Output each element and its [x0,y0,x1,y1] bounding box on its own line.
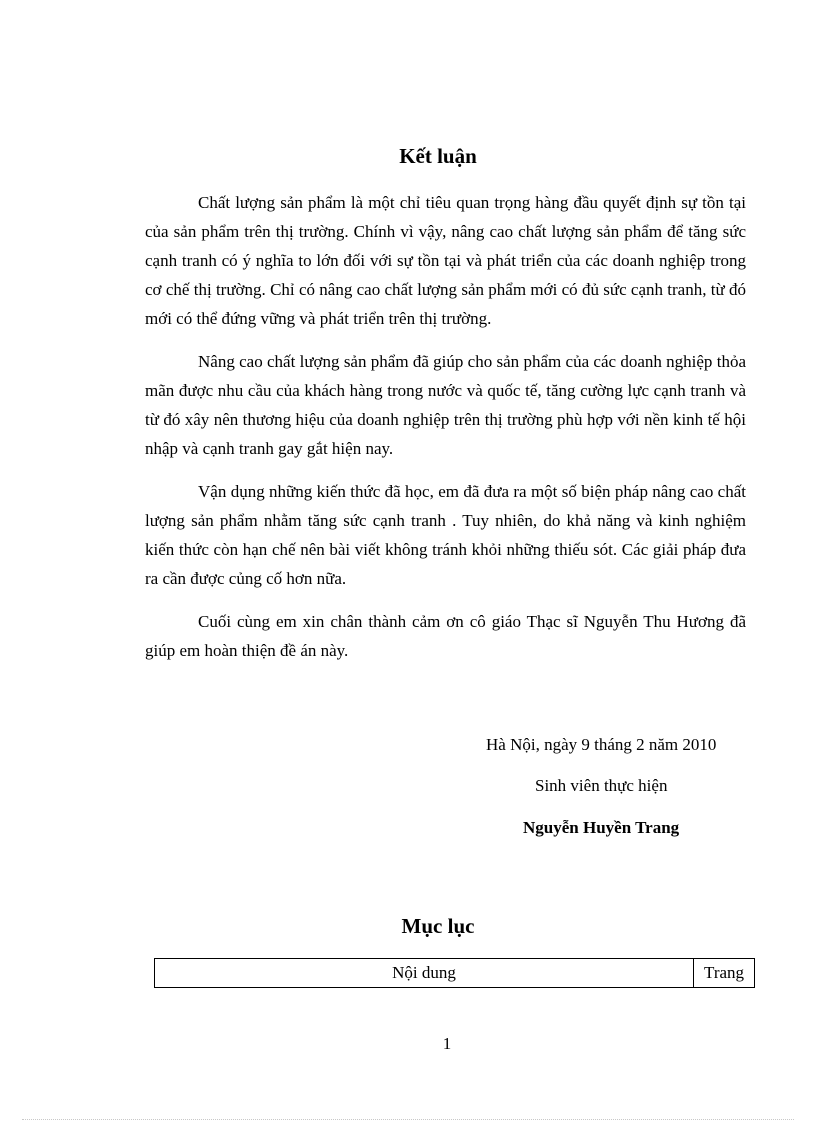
page-number: 1 [442,1034,452,1053]
page-title: Kết luận [399,144,477,168]
paragraph: Vận dụng những kiến thức đã học, em đã đưa ra một số biện pháp nâng cao chất lượng sản phẩm nhằm tăng sức cạnh tranh . Tuy nhiên, do khả năng và kinh nghiệm kiến thức còn hạn chế nên bài viết không tránh khỏi những thiếu sót. Các giải pháp đưa ra cần được củng cố hơn nữa. [145,482,746,588]
page-bottom-divider [22,1119,794,1120]
paragraph: Nâng cao chất lượng sản phẩm đã giúp cho sản phẩm của các doanh nghiệp thỏa mãn được nhu cầu của khách hàng trong nước và quốc tế, tăng cường lực cạnh tranh và từ đó xây nên thương hiệu của doanh nghiệp trên thị trường phù hợp với nền kinh tế hội nhập và cạnh tranh gay gắt hiện nay. [145,352,746,458]
toc-header-content: Nội dung [155,959,694,988]
toc-header-row [155,959,755,988]
signature-name: Nguyễn Huyền Trang [523,818,680,837]
paragraph: Cuối cùng em xin chân thành cảm ơn cô giáo Thạc sĩ Nguyễn Thu Hương đã giúp em hoàn thiện đề án này. [145,612,746,660]
conclusion-body [145,188,746,679]
toc-title: Mục lục [401,914,475,938]
paragraph: Chất lượng sản phẩm là một chỉ tiêu quan trọng hàng đầu quyết định sự tồn tại của sản phẩm trên thị trường. Chính vì vậy, nâng cao chất lượng sản phẩm để tăng sức cạnh tranh có ý nghĩa to lớn đối với sự tồn tại và phát triển của các doanh nghiệp trong cơ chế thị trường. Chỉ có nâng cao chất lượng sản phẩm mới có đủ sức cạnh tranh, từ đó mới có thể đứng vững và phát triển trên thị trường. [145,193,746,328]
toc-header-page: Trang [694,959,755,988]
signature-role: Sinh viên thực hiện [535,776,668,795]
signature-date: Hà Nội, ngày 9 tháng 2 năm 2010 [486,735,717,754]
toc-table [154,958,755,988]
